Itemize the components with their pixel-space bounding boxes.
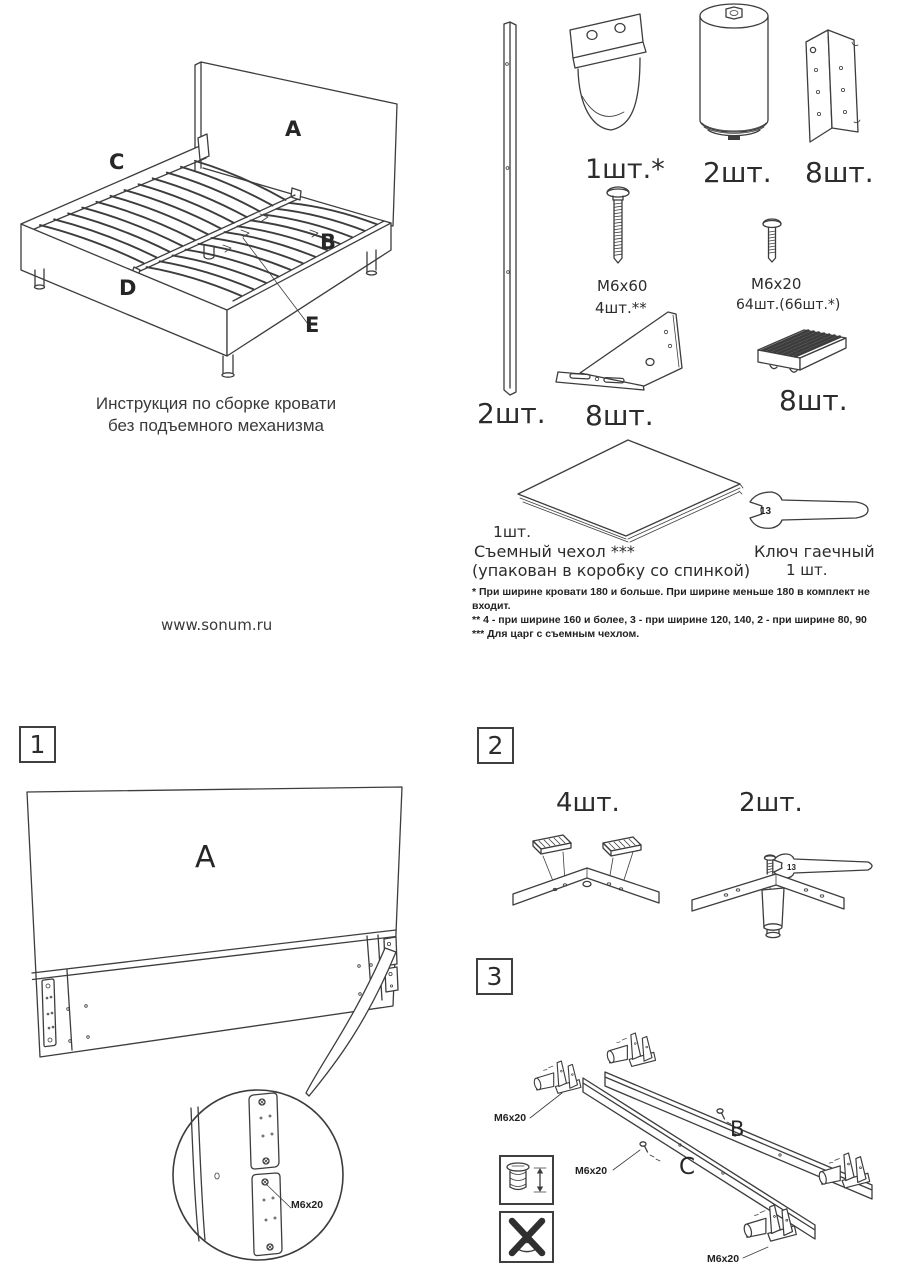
corner-gusset-qty: 8шт. [585, 399, 654, 432]
step-2-wrench-size: 13 [787, 863, 796, 872]
step-2-number-box [477, 727, 514, 764]
crossed-out-screw-icon [504, 1217, 550, 1257]
footnote-3: *** Для царг с съемным чехлом. [472, 628, 640, 640]
overview-label-headboard: A [285, 117, 302, 141]
bolt-m6x60-illustration [598, 186, 642, 270]
side-rail-qty: 2шт. [477, 397, 546, 430]
gusset-plate-with-leg [692, 874, 844, 938]
step-3-bolt-label-left: M6x20 [494, 1112, 527, 1124]
title-line-1: Инструкция по сборке кровати [95, 394, 337, 413]
footnote-1: * При ширине кровати 180 и больше. При ширине меньше 180 в комплект не входит. [472, 586, 870, 612]
bolt-m6x20-name: M6x20 [751, 275, 802, 293]
leg-assemblies [533, 1033, 870, 1241]
magnifier-circle [173, 1090, 343, 1260]
corner-angle-qty: 8шт. [805, 156, 874, 189]
screw-depth-icon [504, 1160, 550, 1200]
step-3-number-box [476, 958, 513, 995]
step-2-legs-qty: 2шт. [739, 788, 803, 818]
bolt-m6x60-name: M6x60 [597, 277, 648, 295]
step-3-rail-c-label: C [679, 1154, 696, 1180]
cover-name: Съемный чехол *** [474, 542, 635, 561]
step-1-number: 1 [29, 730, 46, 759]
wrench-illustration [738, 482, 874, 540]
overview-label-rail-right: B [320, 230, 337, 254]
cover-note: (упакован в коробку со спинкой) [472, 561, 751, 580]
overview-label-center-beam: E [305, 313, 320, 337]
wrench-qty: 1 шт. [786, 561, 828, 579]
side-rail-strip-illustration [490, 20, 528, 398]
title-line-2: без подъемного механизма [108, 416, 324, 435]
step-3-bolt-label-right: M6x20 [707, 1253, 740, 1265]
slat-holder-qty: 8шт. [779, 384, 848, 417]
step-1-panel-label: A [195, 840, 216, 875]
step-2-diagram [470, 770, 900, 1000]
gusset-plate-top-view [513, 868, 659, 905]
step-2-number: 2 [487, 731, 504, 760]
bed-overview-drawing [5, 18, 450, 363]
step-2-glides-qty: 4шт. [556, 788, 620, 818]
step-2-gusset-with-glides [505, 832, 670, 950]
step-1-bolt-label: M6x20 [291, 1199, 324, 1211]
step-1-diagram [15, 778, 445, 1278]
page-title [40, 393, 392, 437]
rail-c [583, 1078, 815, 1239]
step-1-headboard-drawing [15, 778, 445, 1278]
bed-overview-diagram [5, 18, 450, 363]
wrench-name: Ключ гаечный [754, 542, 875, 561]
footnote-2: ** 4 - при ширине 160 и более, 3 - при ширине 120, 140, 2 - при ширине 80, 90 [472, 614, 867, 626]
step-2-gusset-with-leg [682, 836, 897, 964]
step-3-rail-b-label: B [730, 1117, 745, 1141]
corner-gusset-illustration [552, 306, 700, 404]
leg-illustration [692, 0, 776, 155]
bolt-m6x20-qty: 64шт.(66шт.*) [736, 297, 841, 313]
bolt-m6x20-illustration [756, 218, 794, 268]
center-support-qty: 1шт.* [585, 154, 665, 185]
screw-partially-warning-box [499, 1155, 554, 1205]
headboard-back-view [27, 787, 402, 1057]
overview-label-rail-left: C [109, 150, 125, 174]
do-not-tighten-warning-box [499, 1211, 554, 1263]
step-3-number: 3 [486, 962, 503, 991]
footnotes [472, 585, 896, 641]
mounting-plate-left [42, 979, 56, 1047]
wrench-size-mark: 13 [760, 506, 772, 517]
corner-angle-illustration [796, 22, 868, 150]
step-3-bolt-label-mid: M6x20 [575, 1165, 608, 1177]
cover-qty: 1шт. [493, 523, 532, 541]
cover-illustration [510, 434, 750, 546]
step-1-number-box [19, 726, 56, 763]
leg-qty: 2шт. [703, 156, 772, 189]
bolt-m6x60-qty: 4шт.** [595, 299, 647, 317]
slat-holder-illustration [746, 322, 854, 384]
center-support-illustration [554, 8, 658, 146]
website-url: www.sonum.ru [161, 616, 273, 634]
overview-label-rail-front: D [119, 276, 137, 300]
